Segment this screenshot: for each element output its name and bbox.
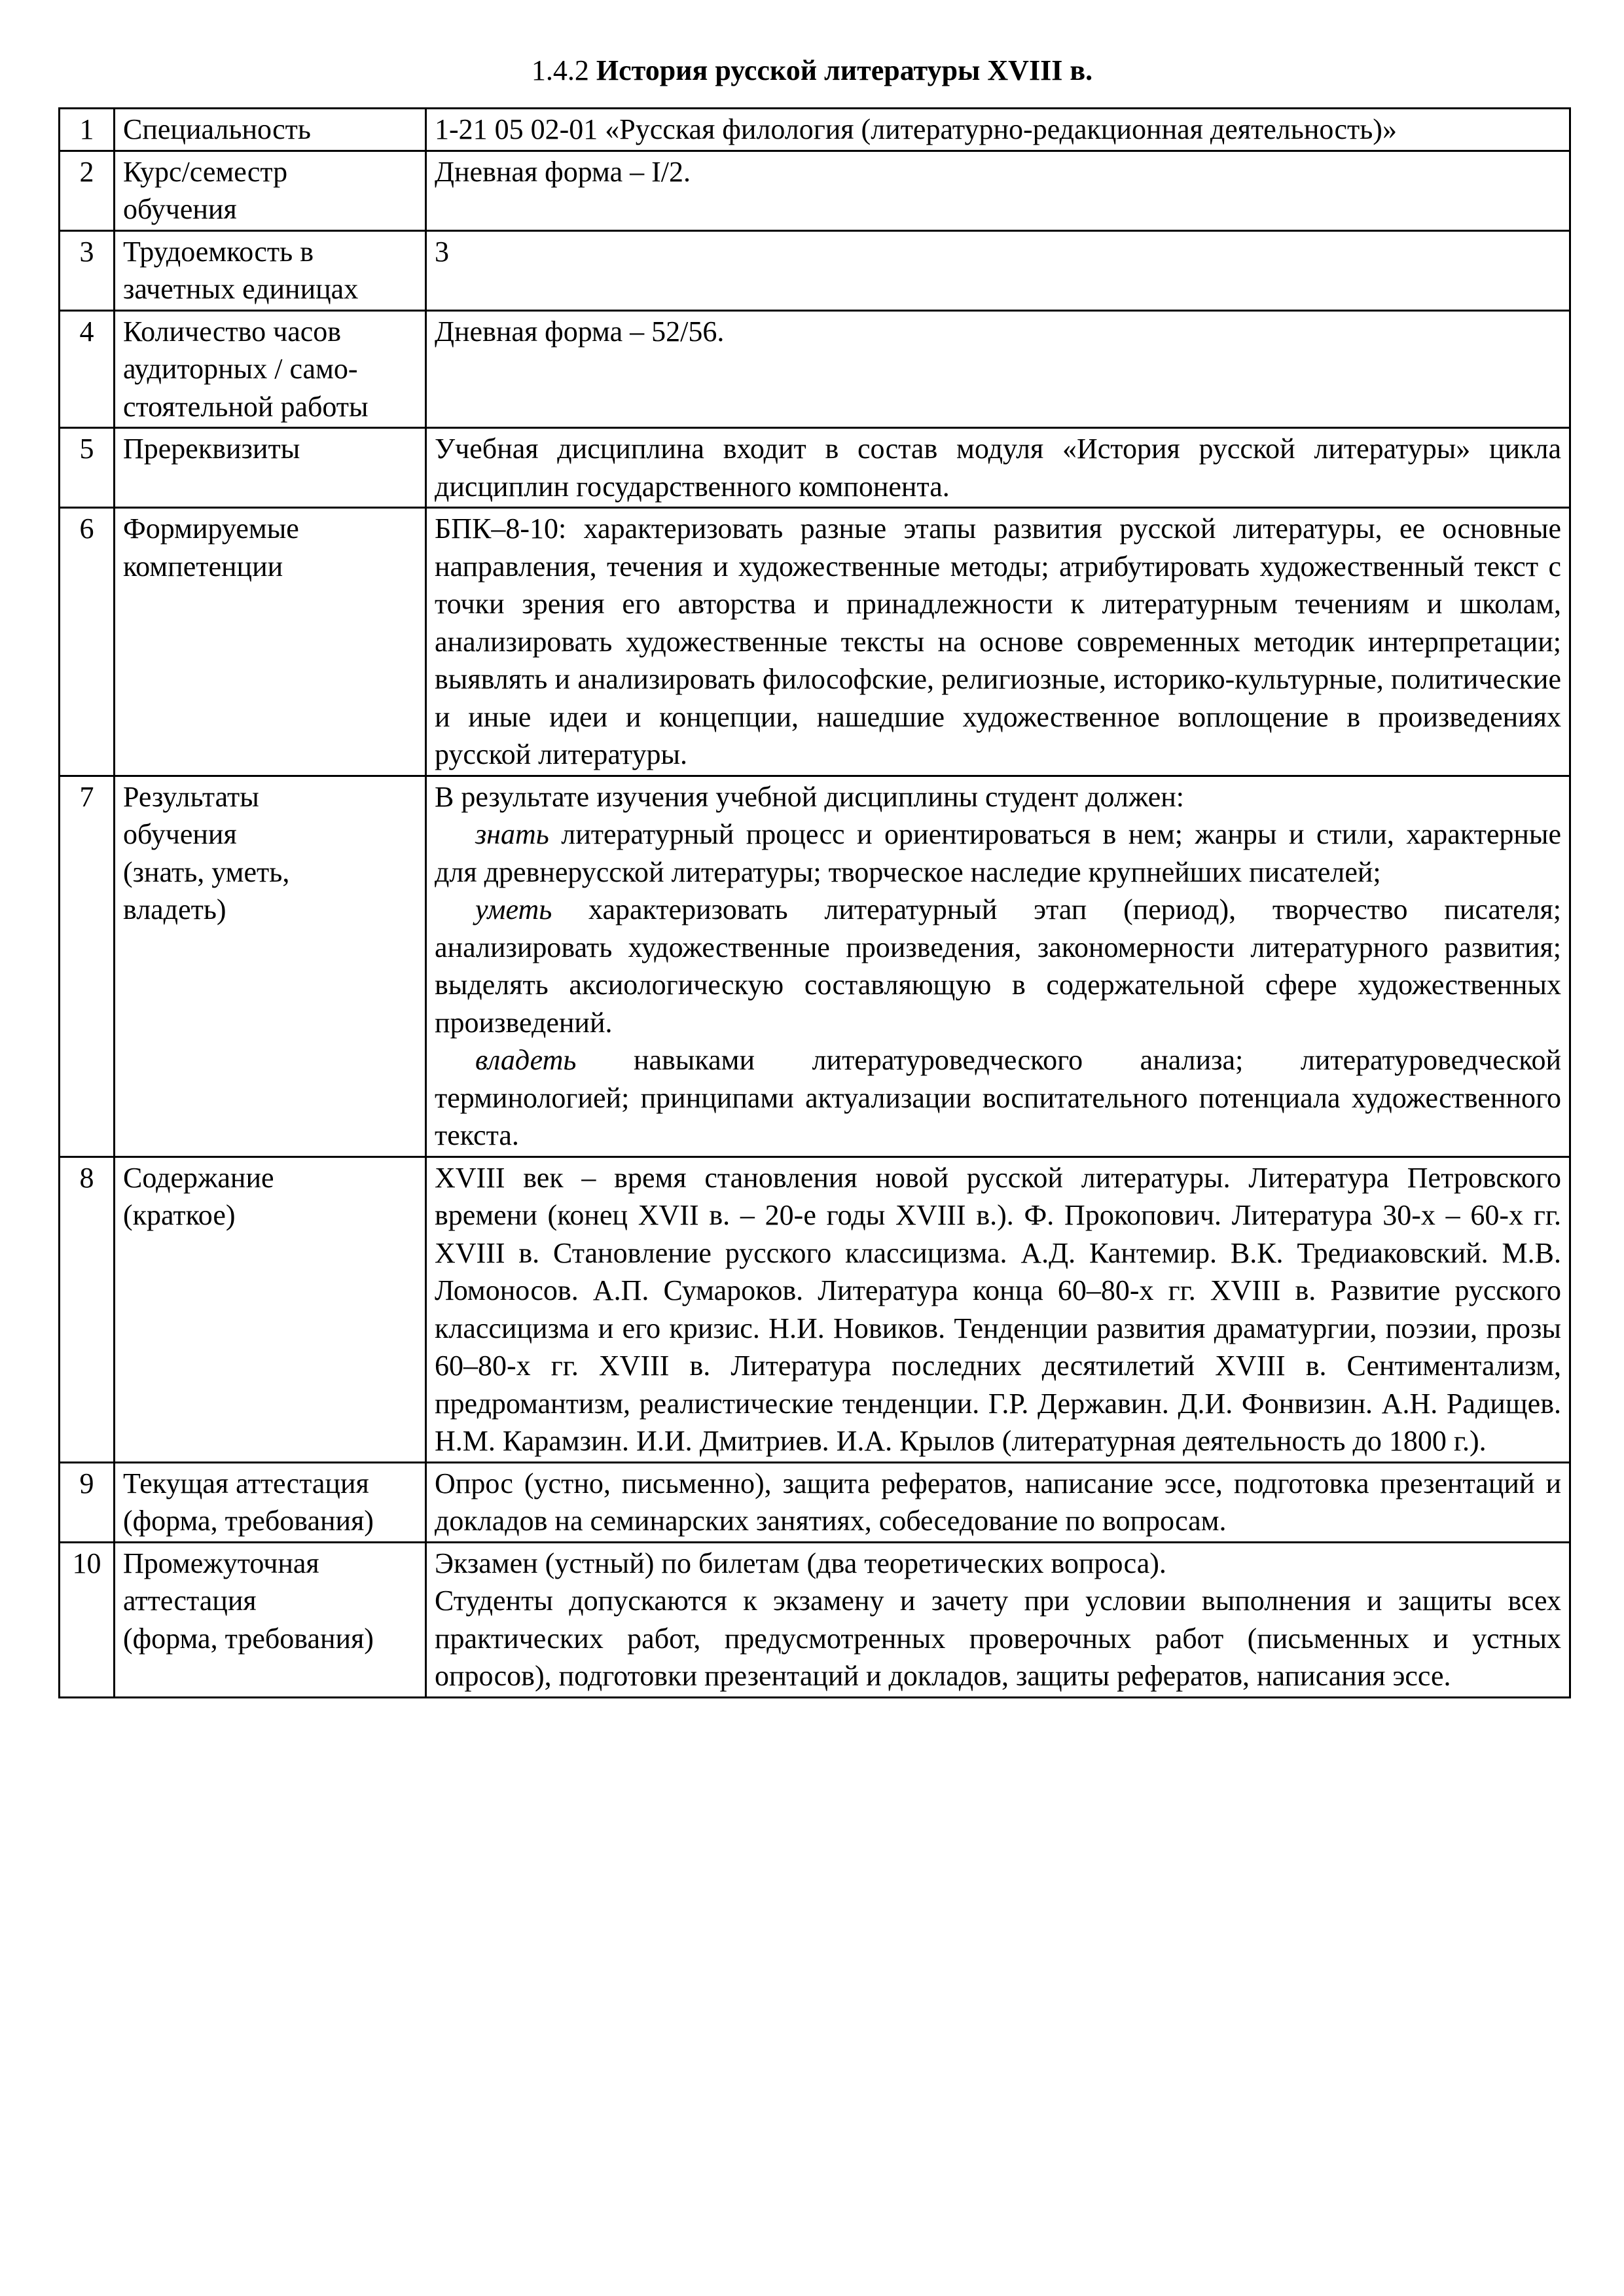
row-label-line: (краткое): [123, 1199, 236, 1231]
title-number: 1.4.2: [531, 54, 589, 86]
row-label: [115, 776, 426, 1157]
row-number: 8: [60, 1157, 115, 1462]
table-row: [60, 109, 1570, 151]
row-number: 3: [60, 230, 115, 310]
row-label: [115, 151, 426, 230]
outcome-know: [435, 816, 1561, 891]
table-row: [60, 310, 1570, 428]
outcome-can-text: характеризовать литературный этап (период), творчество писателя; анализировать художественные произведения, закономерности литературного развития; выделять аксиологическую составляющую в содержательной сфере художественных произведений.: [435, 893, 1561, 1039]
title-text: История русской литературы XVIII в.: [596, 54, 1093, 86]
row-label-line: владеть): [123, 893, 226, 925]
row-label: [115, 310, 426, 428]
row-label: [115, 508, 426, 776]
row-label-line: Промежуточная: [123, 1547, 319, 1579]
row-label-line: обучения: [123, 818, 237, 850]
outcome-own: [435, 1041, 1561, 1155]
row-label: Пререквизиты: [115, 428, 426, 508]
table-row: [60, 508, 1570, 776]
row-label-line: Текущая аттестация: [123, 1467, 369, 1499]
row-content: [426, 1542, 1570, 1697]
outcome-know-text: литературный процесс и ориентироваться в нем; жанры и стили, характерные для древнерусской литературы; творческое наследие крупнейших писателей;: [435, 818, 1561, 888]
exam-admission-conditions: Студенты допускаются к экзамену и зачету при условии выполнения и защиты всех практических работ, предусмотренных проверочных работ (письменных и устных опросов), подготовки презентаций и докладов, защиты рефератов, написания эссе.: [435, 1585, 1561, 1692]
outcome-can-keyword: уметь: [475, 893, 552, 925]
row-label: [115, 230, 426, 310]
row-number: 9: [60, 1462, 115, 1542]
row-label-line: аттестация: [123, 1585, 257, 1617]
table-row: [60, 230, 1570, 310]
page-title: [0, 51, 1624, 90]
row-number: 6: [60, 508, 115, 776]
outcome-own-keyword: владеть: [475, 1044, 577, 1076]
table-row: [60, 428, 1570, 508]
row-content: Дневная форма – I/2.: [426, 151, 1570, 230]
row-label-line: зачетных единицах: [123, 273, 359, 305]
table-row: [60, 776, 1570, 1157]
row-label: Специальность: [115, 109, 426, 151]
row-label-line: Количество часов: [123, 315, 342, 348]
row-label-line: Курс/семестр: [123, 155, 288, 188]
table-row: [60, 1157, 1570, 1462]
row-number: 10: [60, 1542, 115, 1697]
outcome-can: [435, 891, 1561, 1041]
row-label: [115, 1542, 426, 1697]
row-content: 3: [426, 230, 1570, 310]
outcome-own-text: навыками литературоведческого анализа; литературоведческой терминологией; принципами актуализации воспитательного потенциала художественного текста.: [435, 1044, 1561, 1151]
row-label: [115, 1157, 426, 1462]
row-label-line: Трудоемкость в: [123, 235, 314, 268]
row-content: [426, 776, 1570, 1157]
row-number: 7: [60, 776, 115, 1157]
row-label-line: обучения: [123, 193, 237, 225]
row-label-line: (знать, уметь,: [123, 855, 290, 888]
table-row: [60, 1462, 1570, 1542]
row-label-line: (форма, требования): [123, 1505, 374, 1537]
row-label-line: (форма, требования): [123, 1622, 374, 1655]
row-number: 5: [60, 428, 115, 508]
row-content: Дневная форма – 52/56.: [426, 310, 1570, 428]
row-content: XVIII век – время становления новой русской литературы. Литература Петровского времени (конец XVII в. – 20-е годы XVIII в.). Ф. Прокопович. Литература 30-х – 60-х гг. XVIII в. Становление русского классицизма. А.Д. Кантемир. В.К. Тредиаковский. М.В. Ломоносов. А.П. Сумароков. Литература конца 60–80-х гг. XVIII в. Развитие русского классицизма и его кризис. Н.И. Новиков. Тенденции развития драматургии, поэзии, прозы 60–80-х гг. XVIII в. Литература последних десятилетий XVIII в. Сентиментализм, предромантизм, реалистические тенденции. Г.Р. Державин. Д.И. Фонвизин. А.Н. Радищев. Н.М. Карамзин. И.И. Дмитриев. И.А. Крылов (литературная деятельность до 1800 г.).: [426, 1157, 1570, 1462]
row-content: Учебная дисциплина входит в состав модуля «История русской литературы» цикла дисциплин государственного компонента.: [426, 428, 1570, 508]
row-label-line: компетенции: [123, 550, 283, 583]
row-label-line: Содержание: [123, 1161, 274, 1194]
row-label: [115, 1462, 426, 1542]
row-content: БПК–8-10: характеризовать разные этапы развития русской литературы, ее основные направления, течения и художественные методы; атрибутировать художественный текст с точки зрения его авторства и принадлежности к литературным течениям и школам, анализировать художественные тексты на основе современных методик интерпретации; выявлять и анализировать философские, религиозные, историко-культурные, политические и иные идеи и концепции, нашедшие художественное воплощение в произведениях русской литературы.: [426, 508, 1570, 776]
row-content: Опрос (устно, письменно), защита рефератов, написание эссе, подготовка презентаций и докладов на семинарских занятиях, собеседование по вопросам.: [426, 1462, 1570, 1542]
syllabus-table: [58, 107, 1571, 1698]
row-label-line: Формируемые: [123, 512, 299, 545]
row-number: 2: [60, 151, 115, 230]
table-row: [60, 1542, 1570, 1697]
outcome-know-keyword: знать: [475, 818, 549, 850]
learning-outcomes-intro: В результате изучения учебной дисциплины студент должен:: [435, 780, 1185, 813]
row-number: 4: [60, 310, 115, 428]
table-row: [60, 151, 1570, 230]
row-label-line: стоятельной работы: [123, 390, 369, 423]
row-content: 1-21 05 02-01 «Русская филология (литературно-редакционная деятельность)»: [426, 109, 1570, 151]
row-number: 1: [60, 109, 115, 151]
exam-format: Экзамен (устный) по билетам (два теоретических вопроса).: [435, 1547, 1166, 1579]
row-label-line: аудиторных / само-: [123, 353, 358, 385]
row-label-line: Результаты: [123, 780, 259, 813]
